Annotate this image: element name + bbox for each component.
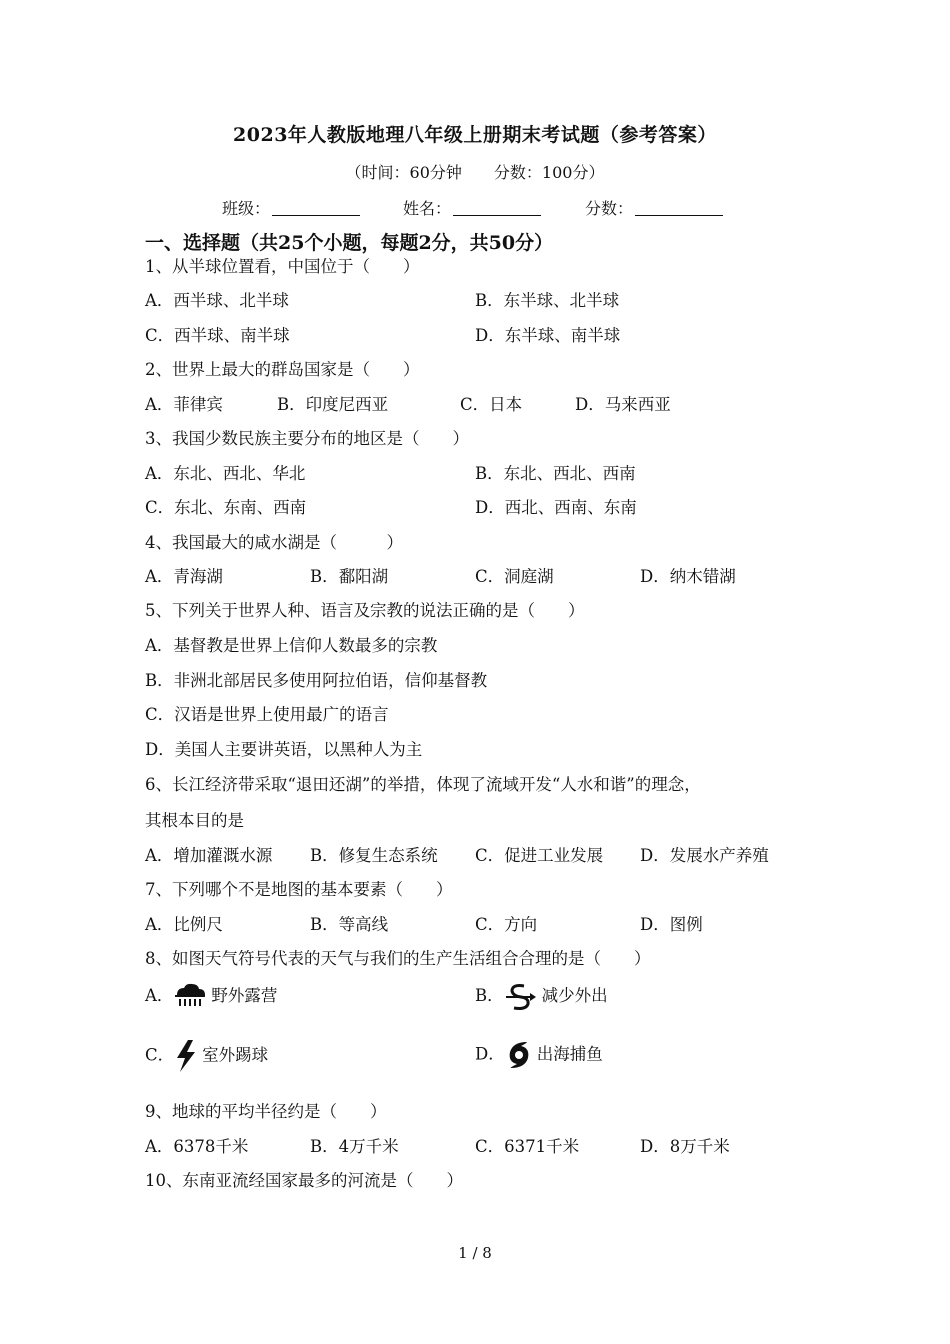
sandstorm-icon xyxy=(504,983,538,1011)
exam-subtitle: （时间：60分钟 分数：100分） xyxy=(345,163,605,182)
q3-option-b[interactable]: B．东北、西北、西南 xyxy=(475,464,636,483)
q8-option-c-letter: C． xyxy=(145,1045,175,1065)
section-title: 一、选择题（共25个小题，每题2分，共50分） xyxy=(145,232,554,254)
q7-option-d[interactable]: D．图例 xyxy=(640,915,703,934)
class-blank[interactable] xyxy=(272,199,360,216)
q8-option-d-letter: D． xyxy=(475,1044,505,1064)
q9-option-c[interactable]: C．6371千米 xyxy=(475,1137,580,1156)
q8-option-b[interactable] xyxy=(475,982,608,1011)
q5-option-b[interactable]: B．非洲北部居民多使用阿拉伯语，信仰基督教 xyxy=(145,671,488,690)
q8-option-c-text: 室外踢球 xyxy=(202,1045,269,1065)
lightning-icon xyxy=(174,1040,198,1072)
q1-option-d[interactable]: D．东半球、南半球 xyxy=(475,326,621,345)
q9-option-b[interactable]: B．4万千米 xyxy=(310,1137,399,1156)
question-5-stem: 5、下列关于世界人种、语言及宗教的说法正确的是（ ） xyxy=(145,601,585,620)
q5-option-d[interactable]: D．美国人主要讲英语，以黑种人为主 xyxy=(145,740,423,759)
q1-option-b[interactable]: B．东半球、北半球 xyxy=(475,291,620,310)
q4-option-c[interactable]: C．洞庭湖 xyxy=(475,567,554,586)
question-9-stem: 9、地球的平均半径约是（ ） xyxy=(145,1102,387,1121)
q8-option-a-text: 野外露营 xyxy=(211,986,278,1005)
q8-option-a-letter: A． xyxy=(145,986,174,1005)
q9-option-d[interactable]: D．8万千米 xyxy=(640,1137,730,1156)
q4-option-b[interactable]: B．鄱阳湖 xyxy=(310,567,389,586)
q8-option-b-text: 减少外出 xyxy=(541,986,608,1005)
q8-option-d-text: 出海捕鱼 xyxy=(536,1044,603,1064)
class-field xyxy=(222,196,360,219)
q8-option-a[interactable] xyxy=(145,982,277,1011)
q1-option-c[interactable]: C．西半球、南半球 xyxy=(145,326,290,345)
exam-title: 2023年人教版地理八年级上册期末考试题（参考答案） xyxy=(233,124,717,146)
q9-option-a[interactable]: A．6378千米 xyxy=(145,1137,249,1156)
q2-option-d[interactable]: D．马来西亚 xyxy=(575,395,671,414)
q8-option-d[interactable] xyxy=(475,1040,603,1070)
q5-option-a[interactable]: A．基督教是世界上信仰人数最多的宗教 xyxy=(145,636,438,655)
rain-cloud-icon xyxy=(173,983,207,1011)
q6-option-a[interactable]: A．增加灌溉水源 xyxy=(145,846,273,865)
question-1-stem: 1、从半球位置看，中国位于（ ） xyxy=(145,257,420,276)
question-2-stem: 2、世界上最大的群岛国家是（ ） xyxy=(145,360,420,379)
q7-option-a[interactable]: A．比例尺 xyxy=(145,915,223,934)
q6-option-d[interactable]: D．发展水产养殖 xyxy=(640,846,769,865)
score-label: 分数： xyxy=(585,199,634,218)
q4-option-a[interactable]: A．青海湖 xyxy=(145,567,223,586)
q8-option-c[interactable] xyxy=(145,1040,268,1072)
class-label: 班级： xyxy=(222,199,271,218)
name-field xyxy=(403,196,541,219)
question-4-stem: 4、我国最大的咸水湖是（ ） xyxy=(145,533,403,552)
q5-option-c[interactable]: C．汉语是世界上使用最广的语言 xyxy=(145,705,389,724)
score-field xyxy=(585,196,723,219)
q2-option-c[interactable]: C．日本 xyxy=(460,395,523,414)
q3-option-c[interactable]: C．东北、东南、西南 xyxy=(145,498,307,517)
q1-option-a[interactable]: A．西半球、北半球 xyxy=(145,291,289,310)
question-6-stem: 6、长江经济带采取“退田还湖”的举措，体现了流域开发“人水和谐”的理念， xyxy=(145,775,701,794)
page-number: 1 / 8 xyxy=(458,1244,492,1262)
q4-option-d[interactable]: D．纳木错湖 xyxy=(640,567,736,586)
q7-option-c[interactable]: C．方向 xyxy=(475,915,538,934)
q8-option-b-letter: B． xyxy=(475,986,504,1005)
question-3-stem: 3、我国少数民族主要分布的地区是（ ） xyxy=(145,429,469,448)
q6-option-c[interactable]: C．促进工业发展 xyxy=(475,846,604,865)
q2-option-b[interactable]: B．印度尼西亚 xyxy=(277,395,389,414)
q3-option-d[interactable]: D．西北、西南、东南 xyxy=(475,498,637,517)
score-blank[interactable] xyxy=(635,199,723,216)
name-blank[interactable] xyxy=(453,199,541,216)
typhoon-icon xyxy=(505,1040,533,1070)
question-10-stem: 10、东南亚流经国家最多的河流是（ ） xyxy=(145,1171,463,1190)
q6-option-b[interactable]: B．修复生态系统 xyxy=(310,846,438,865)
question-7-stem: 7、下列哪个不是地图的基本要素（ ） xyxy=(145,880,453,899)
q7-option-b[interactable]: B．等高线 xyxy=(310,915,389,934)
question-8-stem: 8、如图天气符号代表的天气与我们的生产生活组合合理的是（ ） xyxy=(145,949,651,968)
q3-option-a[interactable]: A．东北、西北、华北 xyxy=(145,464,306,483)
q2-option-a[interactable]: A．菲律宾 xyxy=(145,395,223,414)
name-label: 姓名： xyxy=(403,199,452,218)
question-6-stem-cont: 其根本目的是 xyxy=(145,811,244,830)
